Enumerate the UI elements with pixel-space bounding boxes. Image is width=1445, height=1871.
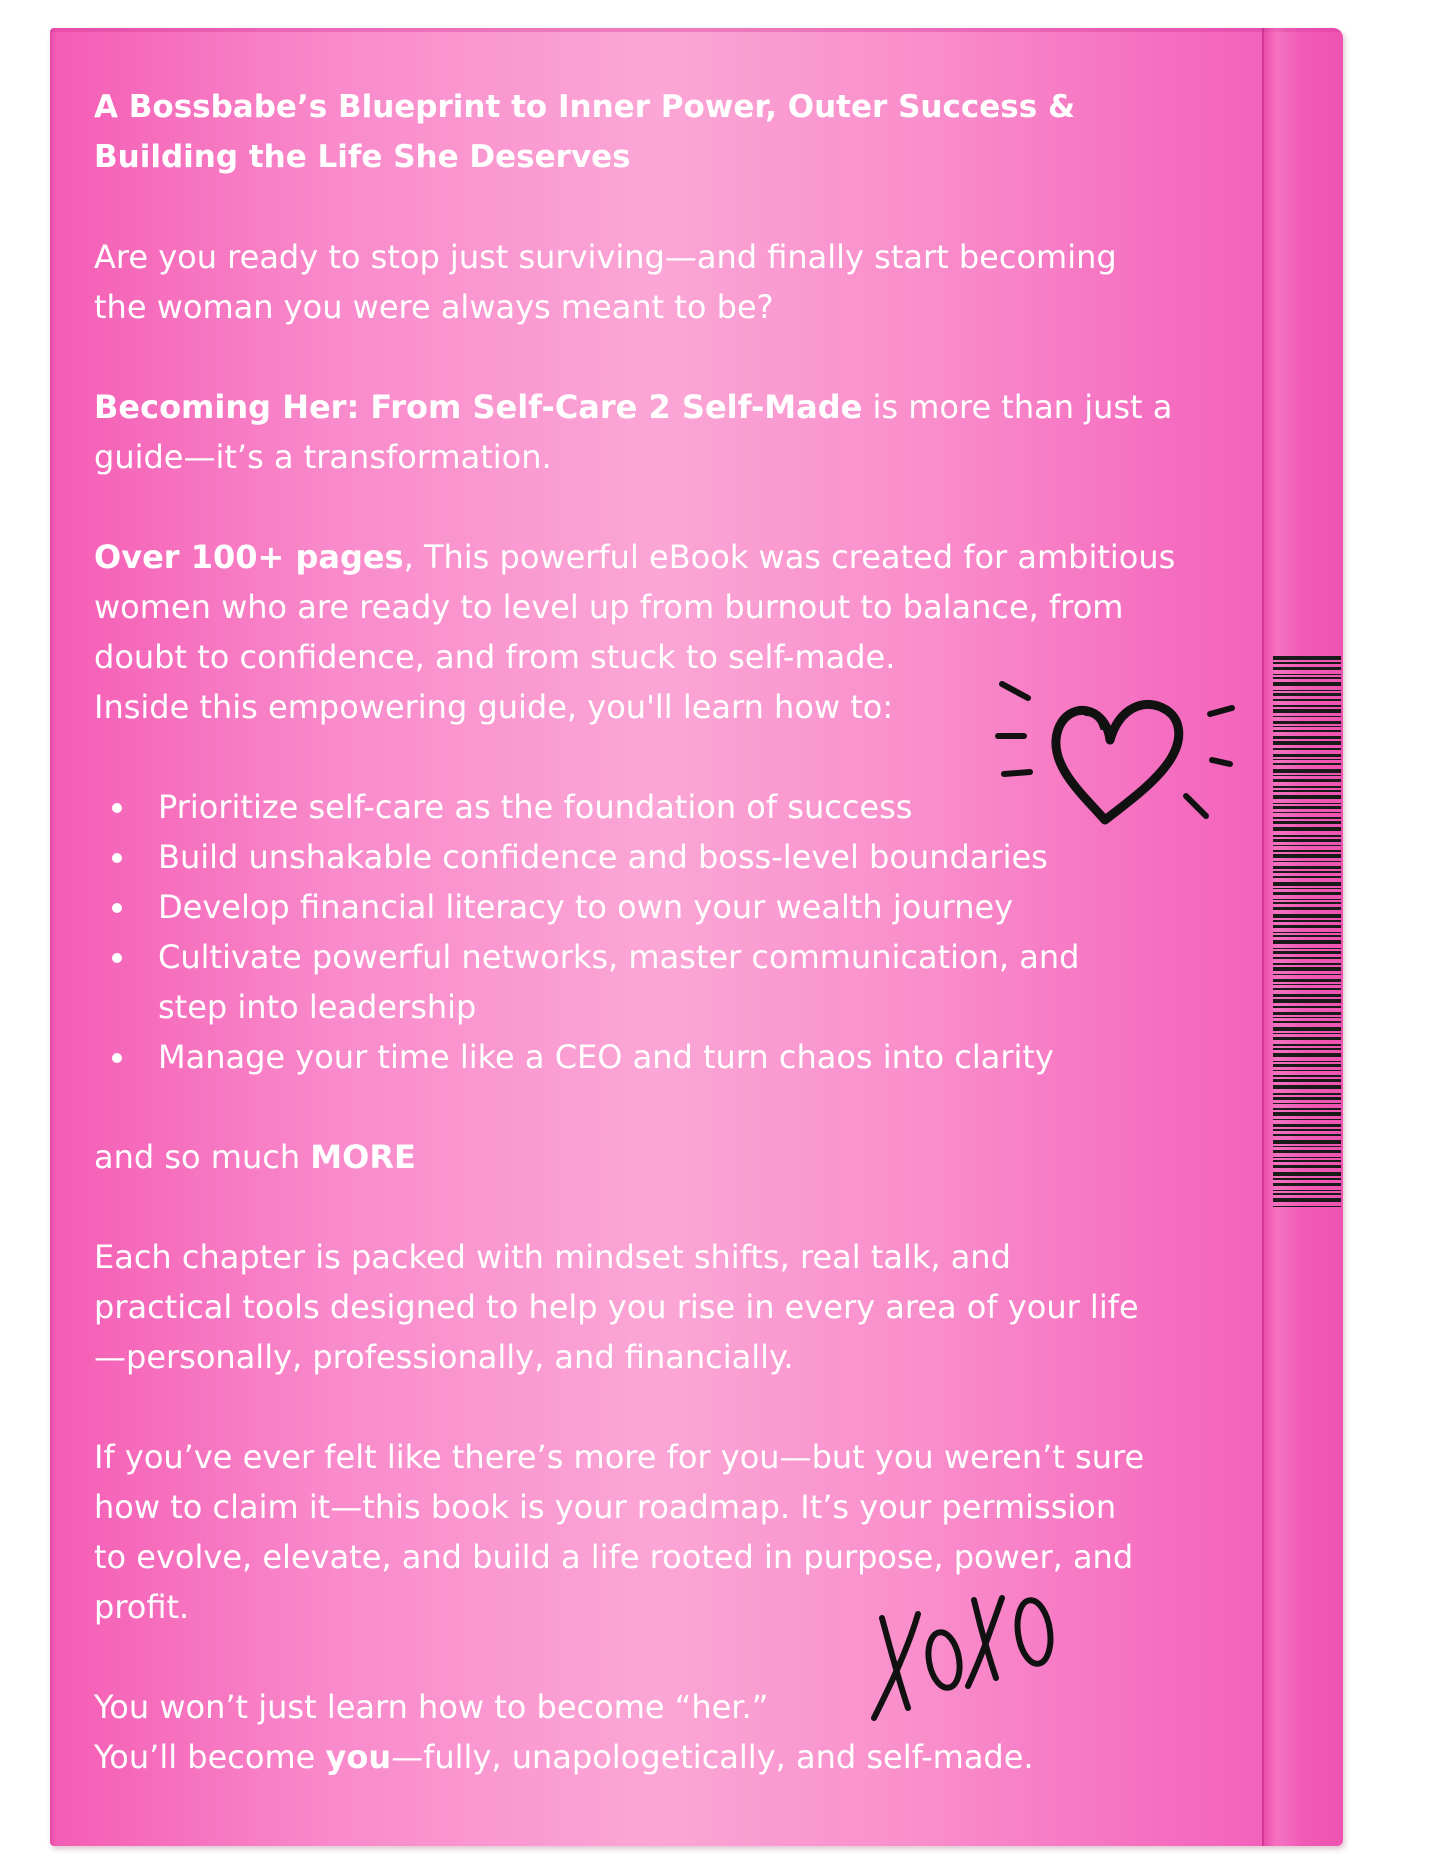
barcode-bar [1273,1033,1341,1034]
tagline-line-1: A Bossbabe’s Blueprint to Inner Power, Outer Success & [94,89,1076,125]
barcode-bar [1273,1037,1341,1040]
roadmap-paragraph [94,1432,1244,1632]
more-prefix: and so much [94,1138,311,1176]
barcode-bar [1273,812,1341,813]
barcode-bar [1273,748,1341,750]
barcode-bar [1273,662,1341,664]
list-item-text: Manage your time like a CEO and turn chaos into clarity [158,1038,1054,1076]
barcode-bar [1273,1021,1341,1023]
barcode-bar [1273,656,1341,660]
chapter-line-2: practical tools designed to help you rise in every area of your life [94,1288,1139,1326]
roadmap-line-3: to evolve, elevate, and build a life rooted in purpose, power, and [94,1538,1134,1576]
barcode-bar [1273,1027,1341,1031]
barcode-bar [1273,835,1341,837]
barcode-bar [1273,1134,1341,1136]
barcode-bar [1273,790,1341,792]
barcode-bar [1273,779,1341,782]
title-paragraph-rest: is more than just a [862,388,1173,426]
barcode-bar [1273,1079,1341,1082]
barcode-bar [1273,1206,1341,1207]
chapter-line-3: —personally, professionally, and financially. [94,1338,794,1376]
chapter-paragraph [94,1232,1244,1382]
barcode-bar [1273,1172,1341,1176]
barcode-bar [1273,1119,1341,1120]
barcode-bar [1273,866,1341,869]
closing-line-1: You won’t just learn how to become “her.” [94,1688,769,1726]
title-paragraph [94,382,1244,482]
barcode-bars [1273,656,1341,1207]
barcode-bar [1273,1190,1341,1191]
barcode-bar [1273,845,1341,846]
barcode-bar [1273,1183,1341,1186]
closing-line-2-suffix: —fully, unapologetically, and self-made. [391,1738,1034,1776]
intro-paragraph [94,232,1244,332]
barcode-bar [1273,839,1341,842]
barcode-bar [1273,1160,1341,1162]
barcode-bar [1273,821,1341,824]
barcode-bar [1273,1193,1341,1195]
barcode-bar [1273,1146,1341,1147]
barcode-bar [1273,1140,1341,1144]
barcode-bar [1273,1061,1341,1062]
barcode-bar [1273,988,1341,990]
barcode-bar [1273,1048,1341,1050]
barcode-bar [1273,705,1341,707]
closing-emphasis: you [325,1738,392,1776]
cover-top-edge [50,28,1343,32]
barcode-bar [1273,888,1341,889]
barcode-bar [1273,902,1341,904]
barcode-bar [1273,1129,1341,1131]
barcode-bar [1273,1165,1341,1168]
barcode-bar [1273,716,1341,717]
barcode-bar [1273,1044,1341,1046]
barcode-bar [1273,803,1341,804]
hand-drawn-heart-icon [988,668,1238,828]
barcode-bar [1273,925,1341,928]
barcode-bar [1273,690,1341,691]
barcode-bar [1273,682,1341,686]
barcode-bar [1273,861,1341,862]
barcode-bar [1273,721,1341,724]
book-title: Becoming Her: From Self-Care 2 Self-Made [94,388,863,426]
barcode-bar [1273,827,1341,831]
page-count: Over 100+ pages [94,538,404,576]
intro-line-2: the woman you were always meant to be? [94,288,774,326]
title-paragraph-line-2: guide—it’s a transformation. [94,438,552,476]
barcode-bar [1273,1053,1341,1057]
barcode-bar [1273,1017,1341,1018]
barcode-bar [1273,677,1341,679]
barcode-bar [1273,1075,1341,1077]
barcode-bar [1273,693,1341,696]
barcode-bar [1273,1064,1341,1067]
list-item-text: Develop financial literacy to own your wealth journey [158,888,1014,926]
closing-paragraph [94,1682,1244,1782]
barcode-bar [1273,967,1341,971]
barcode-bar [1273,999,1341,1003]
barcode-bar [1273,667,1341,670]
barcode-bar [1273,920,1341,922]
barcode-bar [1273,957,1341,959]
barcode-bar [1273,759,1341,760]
barcode-bar [1273,907,1341,910]
barcode-bar [1273,736,1341,739]
barcode-bar [1273,1070,1341,1071]
barcode-bar [1273,994,1341,997]
list-item-text-continued: step into leadership [158,988,477,1026]
barcode-bar [1273,769,1341,773]
barcode-bar [1273,979,1341,982]
pages-paragraph-line-2: women who are ready to level up from burnout to balance, from [94,588,1124,626]
barcode-bar [1273,1178,1341,1180]
list-item [94,832,1244,882]
barcode-bar [1273,1157,1341,1158]
tagline-line-2: Building the Life She Deserves [94,139,631,175]
barcode-bar [1273,1085,1341,1089]
list-item-text: Prioritize self-care as the foundation of success [158,788,913,826]
chapter-line-1: Each chapter is packed with mindset shifts, real talk, and [94,1238,1011,1276]
barcode-bar [1273,741,1341,745]
barcode-bar [1273,786,1341,788]
roadmap-line-1: If you’ve ever felt like there’s more for you—but you weren’t sure [94,1438,1145,1476]
barcode-bar [1273,775,1341,776]
barcode-bar [1273,850,1341,852]
more-emphasis: MORE [310,1138,416,1176]
barcode-bar [1273,730,1341,732]
pages-paragraph-rest: , This powerful eBook was created for ambitious [403,538,1176,576]
barcode-bar [1273,1012,1341,1015]
barcode-bar [1273,1112,1341,1116]
tagline [94,82,1244,182]
barcode-bar [1273,984,1341,985]
barcode-bar [1273,951,1341,954]
barcode-bar [1273,974,1341,975]
closing-line-2-prefix: You’ll become [94,1738,326,1776]
more-line [94,1132,1244,1182]
barcode-bar [1273,1150,1341,1153]
intro-line-1: Are you ready to stop just surviving—and finally start becoming [94,238,1117,276]
barcode-bar [1273,932,1341,933]
pages-paragraph-line-3: doubt to confidence, and from stuck to self-made. [94,638,896,676]
barcode-bar [1273,935,1341,937]
barcode-bar [1273,726,1341,727]
list-item [94,932,1244,1032]
back-cover-copy [94,82,1244,1782]
barcode-bar [1273,892,1341,895]
barcode-bar [1273,709,1341,713]
barcode [1273,654,1341,1209]
barcode-bar [1273,963,1341,965]
barcode-bar [1273,817,1341,819]
barcode-bar [1273,754,1341,757]
barcode-bar [1273,1006,1341,1008]
barcode-bar [1273,1103,1341,1104]
barcode-bar [1273,1108,1341,1110]
barcode-bar [1273,854,1341,858]
roadmap-line-4: profit. [94,1588,190,1626]
xoxo-signature [868,1578,1068,1728]
barcode-bar [1273,1198,1341,1202]
barcode-bar [1273,1124,1341,1127]
list-item [94,1032,1244,1082]
barcode-bar [1273,1093,1341,1095]
list-item [94,882,1244,932]
barcode-bar [1273,876,1341,878]
list-item-text: Build unshakable confidence and boss-level boundaries [158,838,1048,876]
barcode-bar [1273,674,1341,675]
spine-crease [1262,28,1264,1846]
barcode-bar [1273,806,1341,809]
barcode-bar [1273,1097,1341,1100]
roadmap-line-2: how to claim it—this book is your roadmap. It’s your permission [94,1488,1117,1526]
barcode-bar [1273,871,1341,873]
barcode-bar [1273,882,1341,886]
pages-paragraph-line-4: Inside this empowering guide, you'll learn how to: [94,688,894,726]
barcode-bar [1273,940,1341,944]
cover-left-edge [50,28,56,1846]
list-item-text: Cultivate powerful networks, master communication, and [158,938,1080,976]
barcode-bar [1273,948,1341,949]
barcode-bar [1273,699,1341,701]
barcode-bar [1273,914,1341,918]
barcode-bar [1273,795,1341,799]
barcode-bar [1273,899,1341,900]
barcode-bar [1273,763,1341,765]
